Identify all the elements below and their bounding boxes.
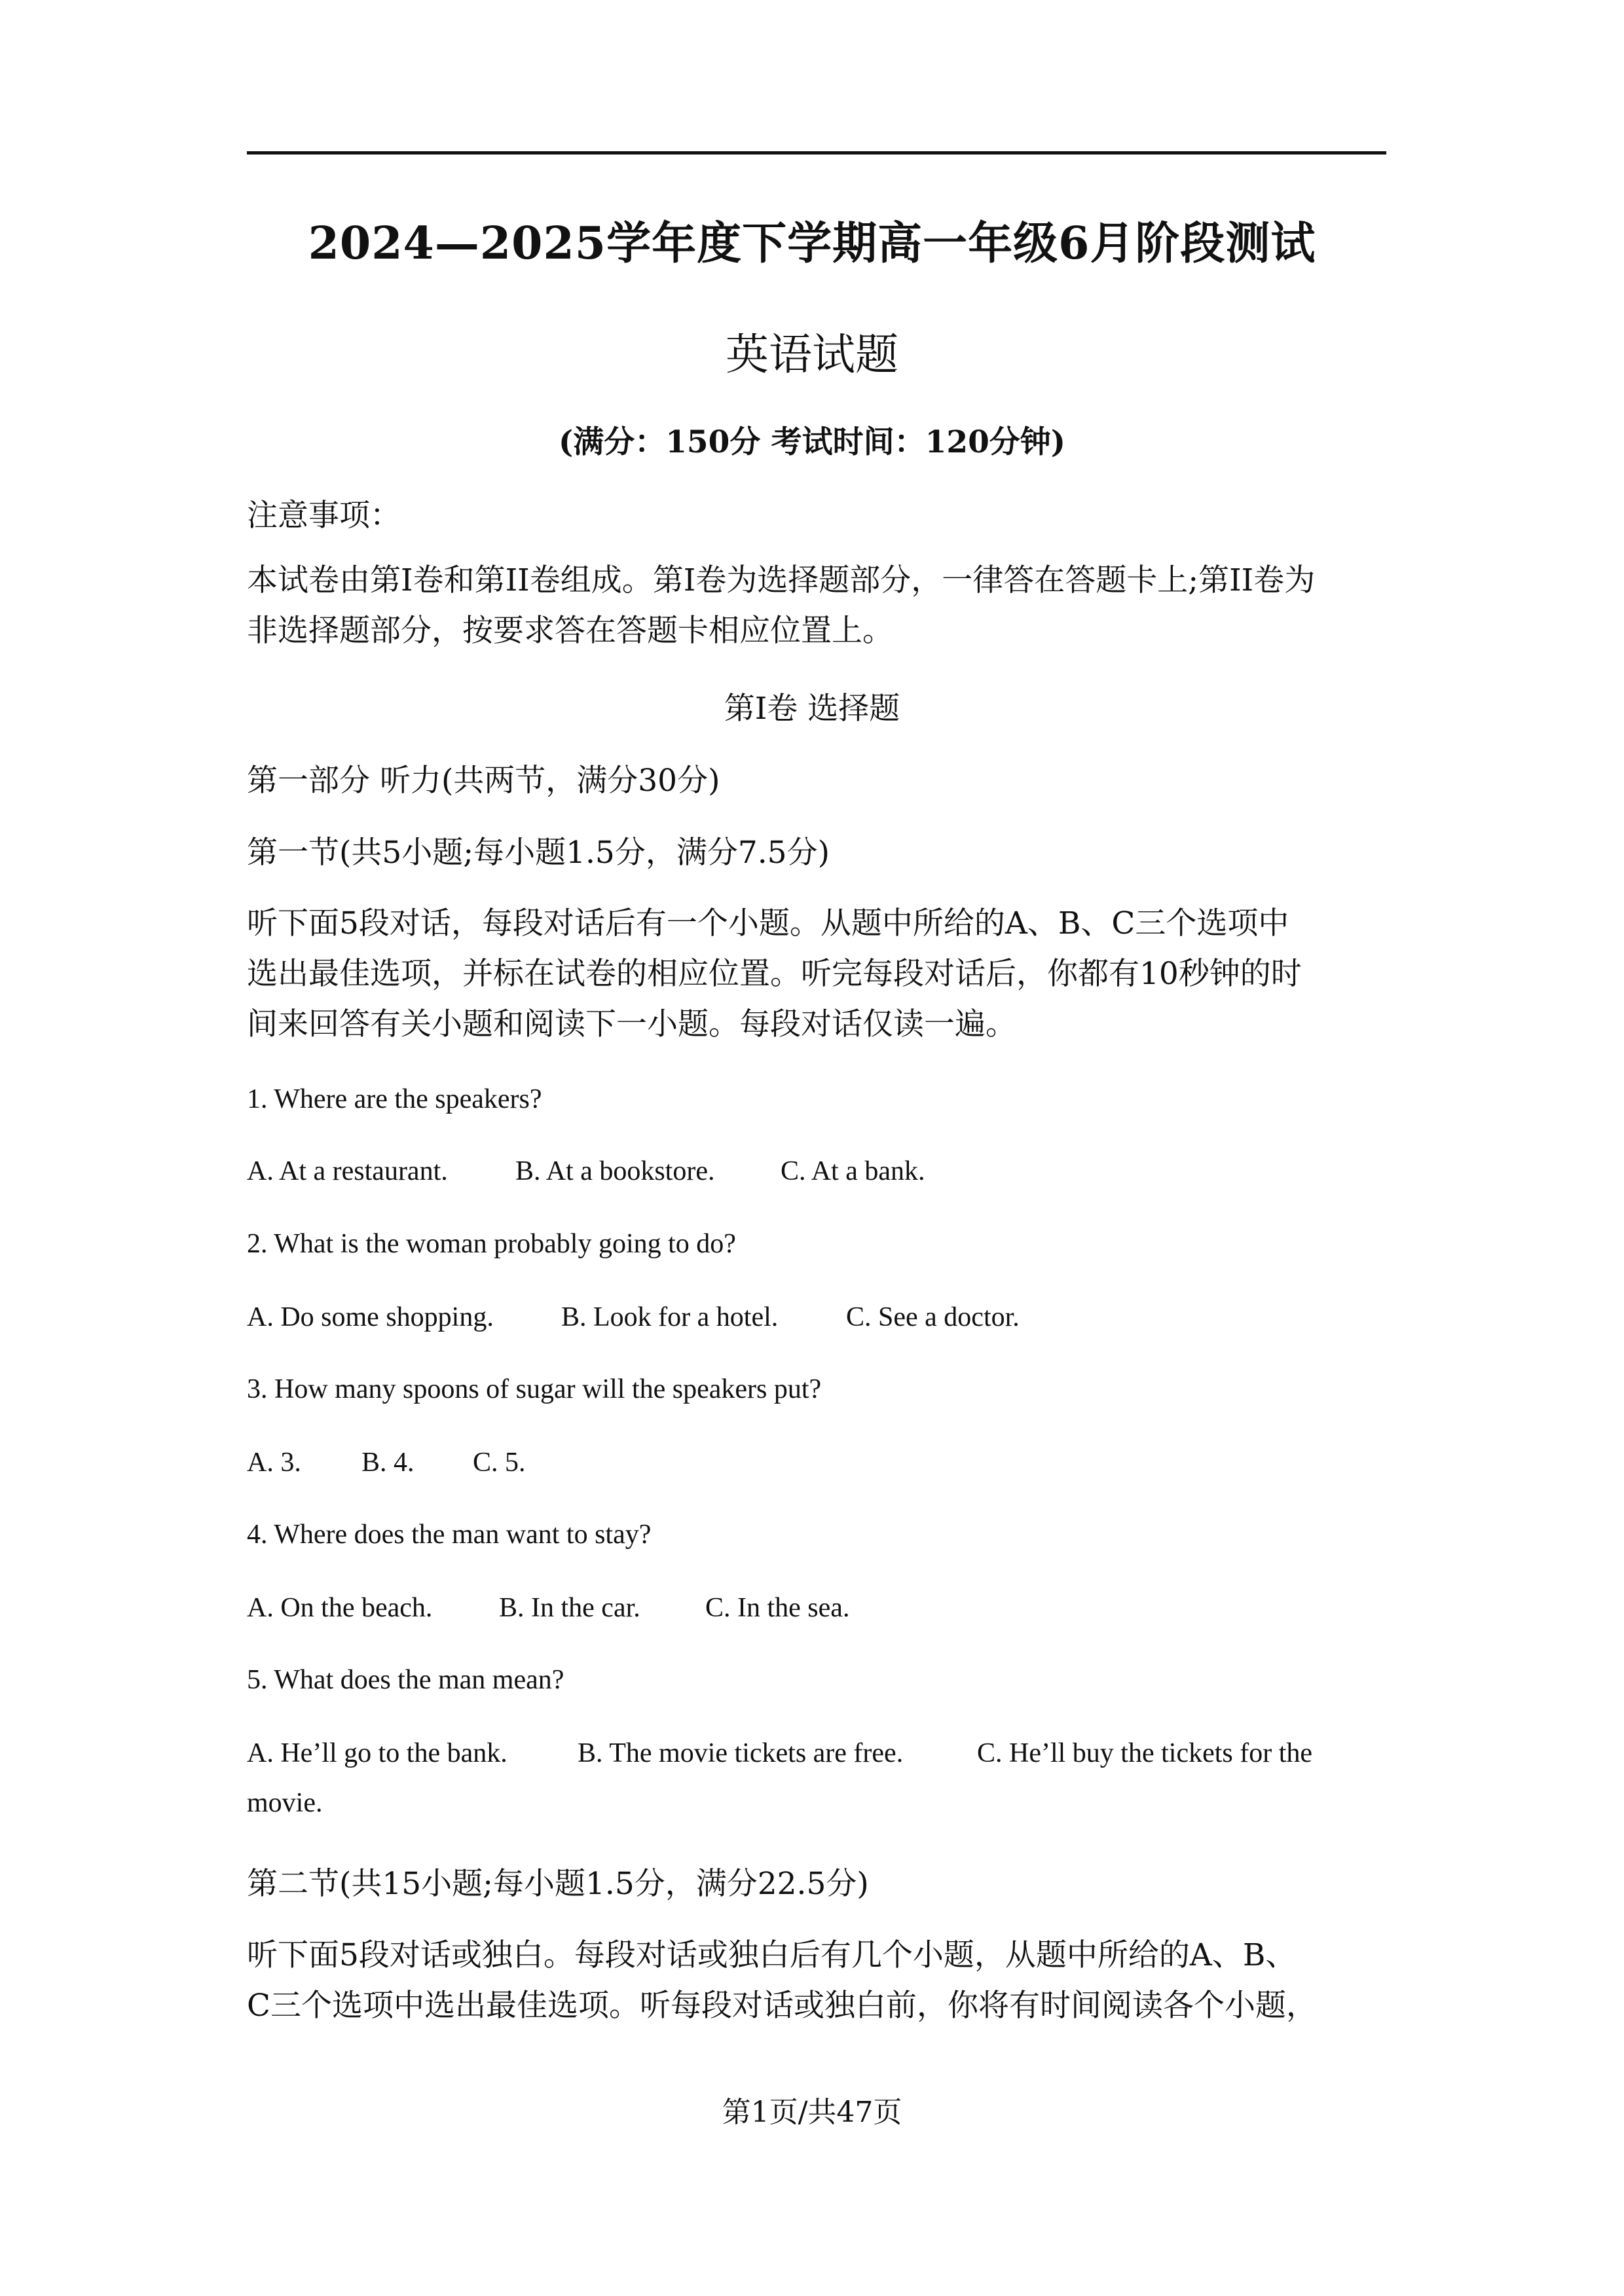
section-1-instructions [247,898,1386,1049]
question-1-stem: 1. Where are the speakers? [247,1084,542,1114]
exam-title: 2024—2025学年度下学期高一年级6月阶段测试 [308,217,1316,270]
question-5-option-c-continued: movie. [247,1788,323,1818]
section-1-instr-line-2: 选出最佳选项，并标在试卷的相应位置。听完每段对话后，你都有10秒钟的时 [247,956,1302,992]
volume-1-title: 第I卷 选择题 [724,691,900,727]
question-2-option-c: C. See a doctor. [846,1302,1020,1332]
question-2-option-a: A. Do some shopping. [247,1302,494,1332]
notice-line-1: 本试卷由第I卷和第II卷组成。第I卷为选择题部分，一律答在答题卡上;第II卷为 [247,562,1316,598]
question-3-option-c: C. 5. [473,1448,526,1478]
part-1-title: 第一部分 听力(共两节，满分30分) [247,763,720,799]
question-1-option-b: B. At a bookstore. [515,1156,715,1186]
question-1-option-c: C. At a bank. [781,1156,925,1186]
question-5-stem: 5. What does the man mean? [247,1665,564,1695]
question-4-stem: 4. Where does the man want to stay? [247,1520,652,1550]
section-1-instr-line-1: 听下面5段对话，每段对话后有一个小题。从题中所给的A、B、C三个选项中 [247,905,1289,941]
question-3-option-a: A. 3. [247,1448,301,1478]
section-2-title: 第二节(共15小题;每小题1.5分，满分22.5分) [247,1866,869,1902]
question-2-option-b: B. Look for a hotel. [561,1302,779,1332]
question-5-option-a: A. He’ll go to the bank. [247,1738,507,1768]
question-5-option-b: B. The movie tickets are free. [578,1738,904,1768]
page-number: 第1页/共47页 [722,2096,902,2129]
section-2-instr-line-2: C三个选项中选出最佳选项。听每段对话或独白前，你将有时间阅读各个小题， [247,1988,1317,2024]
header-rule [247,151,1386,155]
question-1-option-a: A. At a restaurant. [247,1156,448,1186]
question-3-option-b: B. 4. [361,1448,415,1478]
section-2-instr-line-1: 听下面5段对话或独白。每段对话或独白后有几个小题，从题中所给的A、B、 [247,1937,1297,1973]
notice-text [247,555,1386,656]
notice-heading: 注意事项： [247,498,401,534]
section-2-instructions [247,1930,1386,2031]
section-1-title: 第一节(共5小题;每小题1.5分，满分7.5分) [247,835,830,871]
exam-subtitle: 英语试题 [726,329,898,380]
question-3-stem: 3. How many spoons of sugar will the speakers put? [247,1374,822,1404]
question-4-option-a: A. On the beach. [247,1593,433,1623]
question-2-stem: 2. What is the woman probably going to do? [247,1229,736,1259]
score-info: (满分：150分 考试时间：120分钟) [558,424,1066,460]
notice-line-2: 非选择题部分，按要求答在答题卡相应位置上。 [247,613,893,649]
section-1-instr-line-3: 间来回答有关小题和阅读下一小题。每段对话仅读一遍。 [247,1006,1016,1042]
question-4-option-c: C. In the sea. [705,1593,850,1623]
question-5-option-c: C. He’ll buy the tickets for the [977,1738,1313,1768]
question-4-option-b: B. In the car. [499,1593,640,1623]
